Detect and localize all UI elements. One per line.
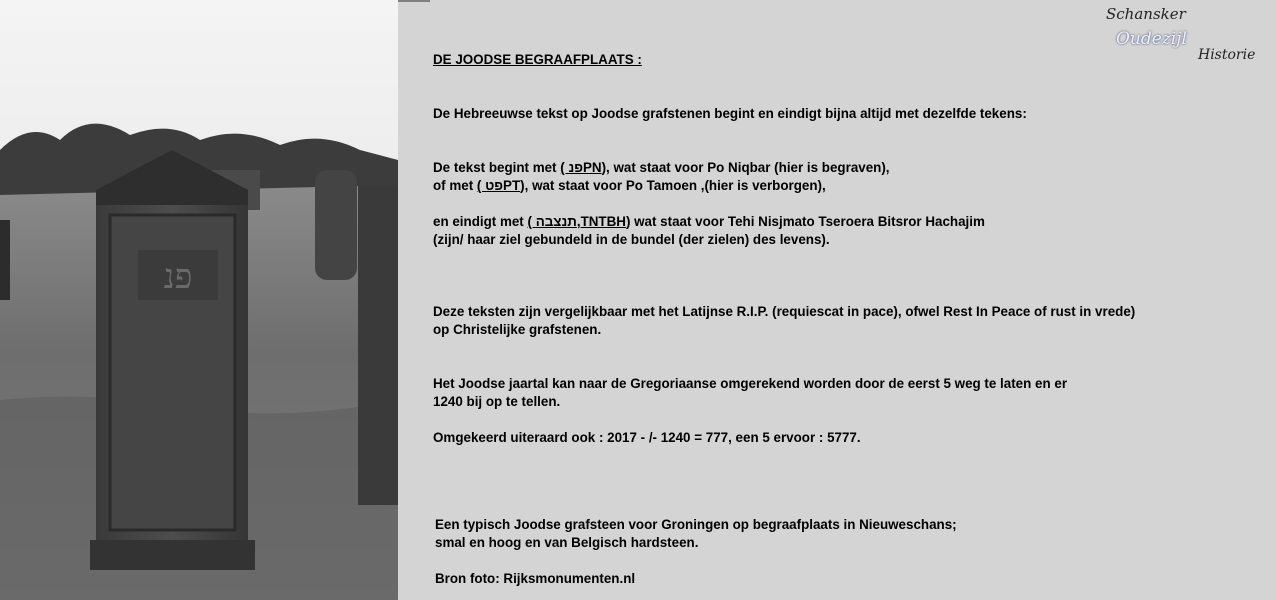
of-post: ), wat staat voor Po Tamoen ,(hier is verborgen),	[520, 178, 826, 193]
logo-text-line1: Schansker	[1106, 5, 1186, 23]
begin-pre: De tekst begint met	[433, 160, 561, 175]
rip-line-2: op Christelijke grafstenen.	[433, 322, 602, 337]
caption-line-1: Een typisch Joodse grafsteen voor Groningen op begraafplaats in Nieuweschans;	[435, 517, 957, 532]
end-post: ) wat staat voor Tehi Nisjmato Tseroera Bitsror Hachajim	[625, 214, 985, 229]
year-line-1: Het Joodse jaartal kan naar de Gregoriaanse omgerekend worden door de eerst 5 weg te laten en er	[433, 376, 1068, 391]
site-logo	[1100, 3, 1272, 67]
end-line	[433, 213, 985, 231]
begin-line	[433, 159, 890, 177]
reverse-line: Omgekeerd uiteraard ook : 2017 - /- 1240 = 777, een 5 ervoor : 5777.	[433, 430, 861, 445]
page-title: DE JOODSE BEGRAAFPLAATS :	[433, 52, 642, 67]
gravestone-plaque: פנ	[163, 257, 193, 297]
begin-code-link[interactable]: ( פנPN	[560, 160, 602, 175]
logo-text-line2: Oudezijl	[1116, 29, 1187, 49]
intro-text: De Hebreeuwse tekst op Joodse grafstenen begint en eindigt bijna altijd met dezelfde tekens:	[433, 106, 1027, 121]
end-code-link[interactable]: ( תנצבה,TNTBH	[527, 214, 626, 229]
gravestone-photo	[0, 0, 398, 600]
of-pre: of met	[433, 178, 477, 193]
source-credit: Bron foto: Rijksmonumenten.nl	[435, 571, 636, 586]
year-line-2: 1240 bij op te tellen.	[433, 394, 561, 409]
logo-text-line3: Historie	[1198, 47, 1256, 63]
end-pre: en eindigt met	[433, 214, 528, 229]
of-code-link[interactable]: ( פטPT	[476, 178, 521, 193]
begin-post: ), wat staat voor Po Niqbar (hier is begraven),	[601, 160, 890, 175]
top-divider	[398, 0, 430, 2]
of-line	[433, 177, 826, 195]
caption-line-2: smal en hoog en van Belgisch hardsteen.	[435, 535, 699, 550]
rip-line-1: Deze teksten zijn vergelijkbaar met het Latijnse R.I.P. (requiescat in pace), ofwel Rest In Peace of rust in vrede)	[433, 304, 1136, 319]
soul-line: (zijn/ haar ziel gebundeld in de bundel (der zielen) des levens).	[433, 232, 830, 247]
